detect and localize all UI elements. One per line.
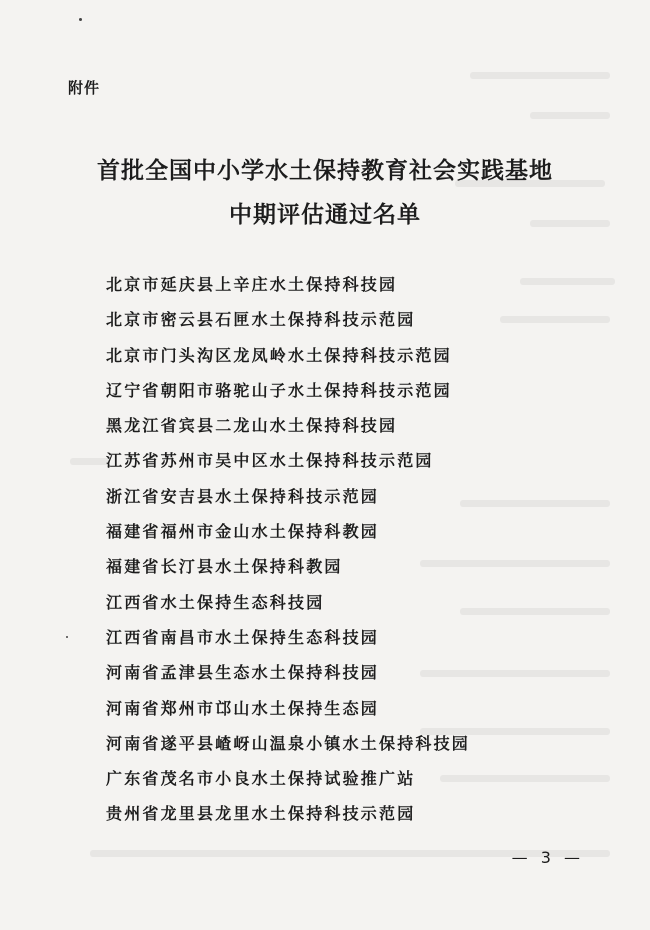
scan-speck <box>79 18 82 21</box>
list-item: 福建省长汀县水土保持科教园 <box>106 557 343 577</box>
list-item: 江苏省苏州市吴中区水土保持科技示范园 <box>106 451 434 471</box>
list-item: 广东省茂名市小良水土保持试验推广站 <box>106 769 416 789</box>
document-title-line-2: 中期评估通过名单 <box>229 202 421 228</box>
list-item: 贵州省龙里县龙里水土保持科技示范园 <box>106 804 416 824</box>
list-item: 江西省南昌市水土保持生态科技园 <box>106 627 380 647</box>
page-number: — 3 — <box>511 848 584 867</box>
list-item: 河南省郑州市邙山水土保持生态园 <box>106 698 380 718</box>
list-item: 河南省遂平县嵖岈山温泉小镇水土保持科技园 <box>106 733 471 753</box>
document-title-line-1: 首批全国中小学水土保持教育社会实践基地 <box>97 158 553 184</box>
list-item: 黑龙江省宾县二龙山水土保持科技园 <box>106 416 398 436</box>
list-item: 北京市密云县石匣水土保持科技示范园 <box>106 310 416 330</box>
list-item: 江西省水土保持生态科技园 <box>106 592 325 612</box>
scan-speck <box>66 636 68 638</box>
list-item: 河南省孟津县生态水土保持科技园 <box>106 663 380 683</box>
list-item: 北京市延庆县上辛庄水土保持科技园 <box>106 275 398 294</box>
list-item: 北京市门头沟区龙凤岭水土保持科技示范园 <box>106 345 452 365</box>
attachment-label: 附件 <box>68 79 101 97</box>
list-item: 辽宁省朝阳市骆驼山子水土保持科技示范园 <box>106 380 452 400</box>
list-item: 浙江省安吉县水土保持科技示范园 <box>106 486 380 506</box>
list-item: 福建省福州市金山水土保持科教园 <box>106 522 380 542</box>
approved-base-list <box>106 273 470 838</box>
